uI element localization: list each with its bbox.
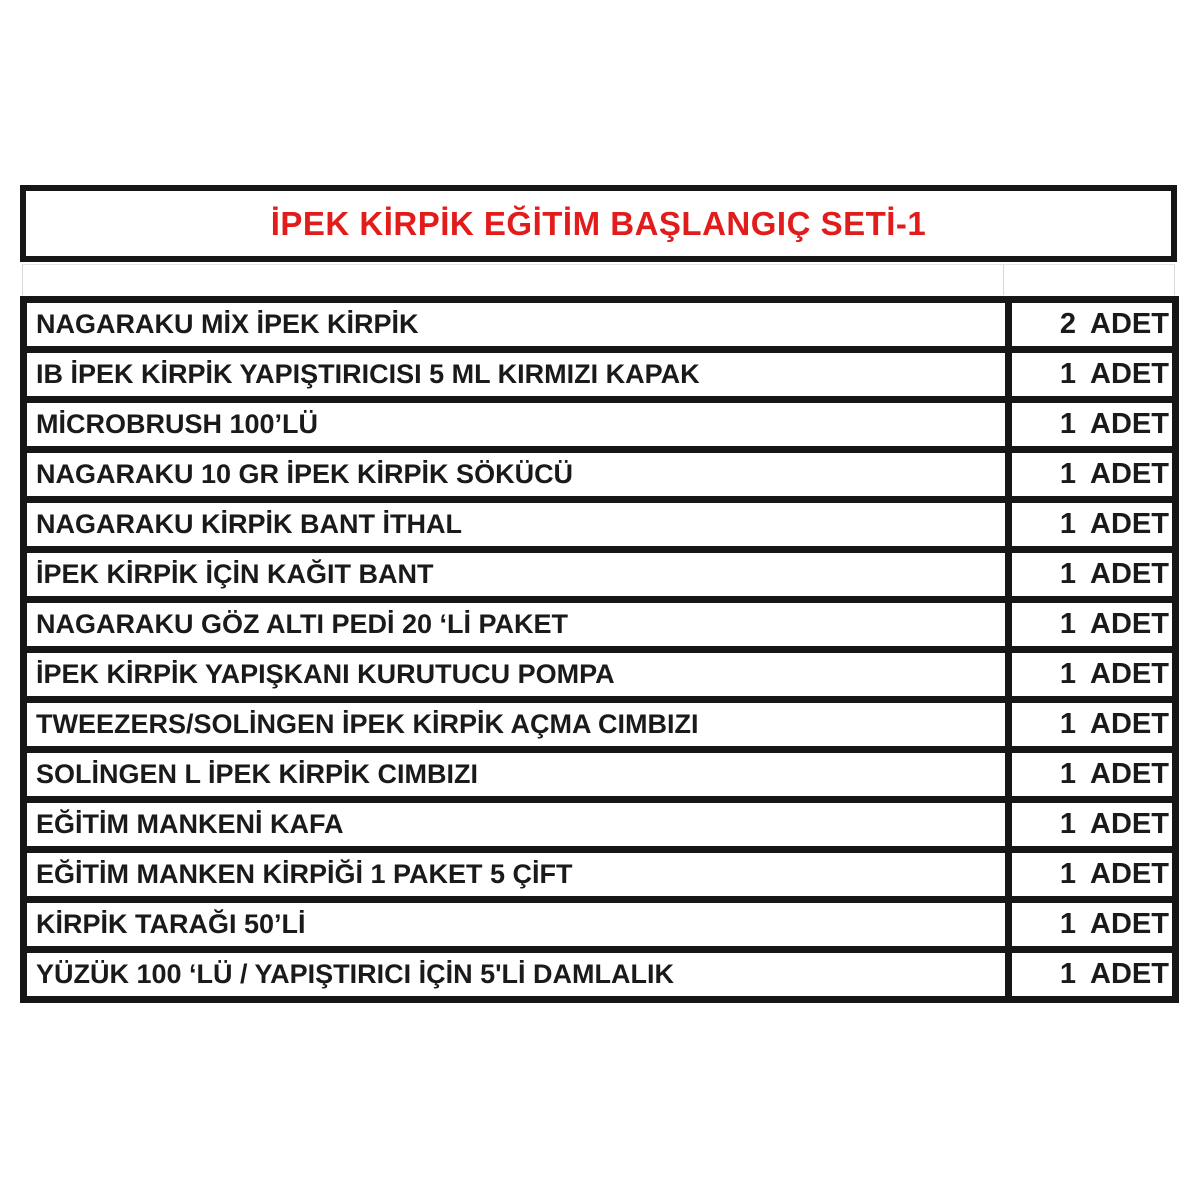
item-qty-unit: ADET — [1090, 608, 1169, 640]
item-qty-value: 1 — [1059, 558, 1077, 590]
item-qty — [1012, 908, 1172, 941]
table-row — [24, 900, 1176, 950]
item-qty — [1012, 858, 1172, 891]
item-qty-cell — [1009, 800, 1176, 850]
item-qty-value: 1 — [1059, 508, 1077, 540]
item-qty-unit: ADET — [1090, 708, 1169, 740]
item-qty — [1012, 508, 1172, 541]
item-qty — [1012, 408, 1172, 441]
item-qty-unit: ADET — [1090, 958, 1169, 990]
item-qty-unit: ADET — [1090, 908, 1169, 940]
item-qty-unit: ADET — [1090, 458, 1169, 490]
item-name-cell: IB İPEK KİRPİK YAPIŞTIRICISI 5 ML KIRMIZI KAPAK — [24, 350, 1009, 400]
item-qty-cell — [1009, 900, 1176, 950]
item-name-cell: İPEK KİRPİK YAPIŞKANI KURUTUCU POMPA — [24, 650, 1009, 700]
item-qty — [1012, 308, 1172, 341]
item-qty-value: 2 — [1059, 308, 1077, 340]
item-qty-value: 1 — [1059, 808, 1077, 840]
item-qty-unit: ADET — [1090, 508, 1169, 540]
table-row — [24, 650, 1176, 700]
item-qty-value: 1 — [1059, 608, 1077, 640]
item-qty-cell — [1009, 700, 1176, 750]
item-name-cell: NAGARAKU KİRPİK BANT İTHAL — [24, 500, 1009, 550]
page-title: İPEK KİRPİK EĞİTİM BAŞLANGIÇ SETİ-1 — [270, 204, 927, 242]
table-row — [24, 750, 1176, 800]
item-qty-cell — [1009, 500, 1176, 550]
table-row — [24, 500, 1176, 550]
item-qty-unit: ADET — [1090, 658, 1169, 690]
item-qty — [1012, 708, 1172, 741]
item-name-cell: İPEK KİRPİK İÇİN KAĞIT BANT — [24, 550, 1009, 600]
item-qty — [1012, 458, 1172, 491]
table-row — [24, 550, 1176, 600]
item-name-cell: KİRPİK TARAĞI 50’Lİ — [24, 900, 1009, 950]
item-qty-value: 1 — [1059, 408, 1077, 440]
item-qty — [1012, 358, 1172, 391]
item-qty-cell — [1009, 850, 1176, 900]
item-qty-cell — [1009, 550, 1176, 600]
table-row — [24, 450, 1176, 500]
item-qty-unit: ADET — [1090, 308, 1169, 340]
table-row — [24, 600, 1176, 650]
item-name-cell: NAGARAKU MİX İPEK KİRPİK — [24, 300, 1009, 350]
table-row — [24, 350, 1176, 400]
item-qty-value: 1 — [1059, 708, 1077, 740]
items-table — [20, 296, 1179, 1003]
item-name-cell: TWEEZERS/SOLİNGEN İPEK KİRPİK AÇMA CIMBIZI — [24, 700, 1009, 750]
item-qty-cell — [1009, 450, 1176, 500]
item-qty-unit: ADET — [1090, 408, 1169, 440]
table-row — [24, 950, 1176, 1000]
table-row — [24, 850, 1176, 900]
item-qty — [1012, 558, 1172, 591]
item-name-cell: EĞİTİM MANKEN KİRPİĞİ 1 PAKET 5 ÇİFT — [24, 850, 1009, 900]
item-qty-cell — [1009, 600, 1176, 650]
item-qty — [1012, 658, 1172, 691]
item-name-cell: EĞİTİM MANKENİ KAFA — [24, 800, 1009, 850]
item-name-cell: NAGARAKU 10 GR İPEK KİRPİK SÖKÜCÜ — [24, 450, 1009, 500]
table-row — [24, 700, 1176, 750]
item-qty — [1012, 758, 1172, 791]
item-name-cell: NAGARAKU GÖZ ALTI PEDİ 20 ‘Lİ PAKET — [24, 600, 1009, 650]
table-row — [24, 300, 1176, 350]
item-qty-unit: ADET — [1090, 858, 1169, 890]
item-qty-unit: ADET — [1090, 758, 1169, 790]
table-row — [24, 800, 1176, 850]
item-qty-cell — [1009, 650, 1176, 700]
item-qty — [1012, 958, 1172, 991]
title-box — [20, 185, 1177, 262]
empty-spreadsheet-row — [22, 264, 1175, 295]
item-qty-cell — [1009, 350, 1176, 400]
item-qty-cell — [1009, 950, 1176, 1000]
item-qty-unit: ADET — [1090, 808, 1169, 840]
item-name-cell: YÜZÜK 100 ‘LÜ / YAPIŞTIRICI İÇİN 5'Lİ DAMLALIK — [24, 950, 1009, 1000]
item-qty-value: 1 — [1059, 858, 1077, 890]
item-qty-value: 1 — [1059, 358, 1077, 390]
item-qty-unit: ADET — [1090, 358, 1169, 390]
item-qty-value: 1 — [1059, 958, 1077, 990]
column-gridline — [1003, 265, 1004, 295]
item-name-cell: SOLİNGEN L İPEK KİRPİK CIMBIZI — [24, 750, 1009, 800]
item-qty-value: 1 — [1059, 658, 1077, 690]
item-qty — [1012, 608, 1172, 641]
item-name-cell: MİCROBRUSH 100’LÜ — [24, 400, 1009, 450]
item-qty-cell — [1009, 300, 1176, 350]
item-qty-cell — [1009, 400, 1176, 450]
item-qty-cell — [1009, 750, 1176, 800]
table-row — [24, 400, 1176, 450]
item-qty-value: 1 — [1059, 458, 1077, 490]
item-qty-value: 1 — [1059, 758, 1077, 790]
item-qty — [1012, 808, 1172, 841]
items-body — [24, 300, 1176, 1000]
item-qty-unit: ADET — [1090, 558, 1169, 590]
item-qty-value: 1 — [1059, 908, 1077, 940]
